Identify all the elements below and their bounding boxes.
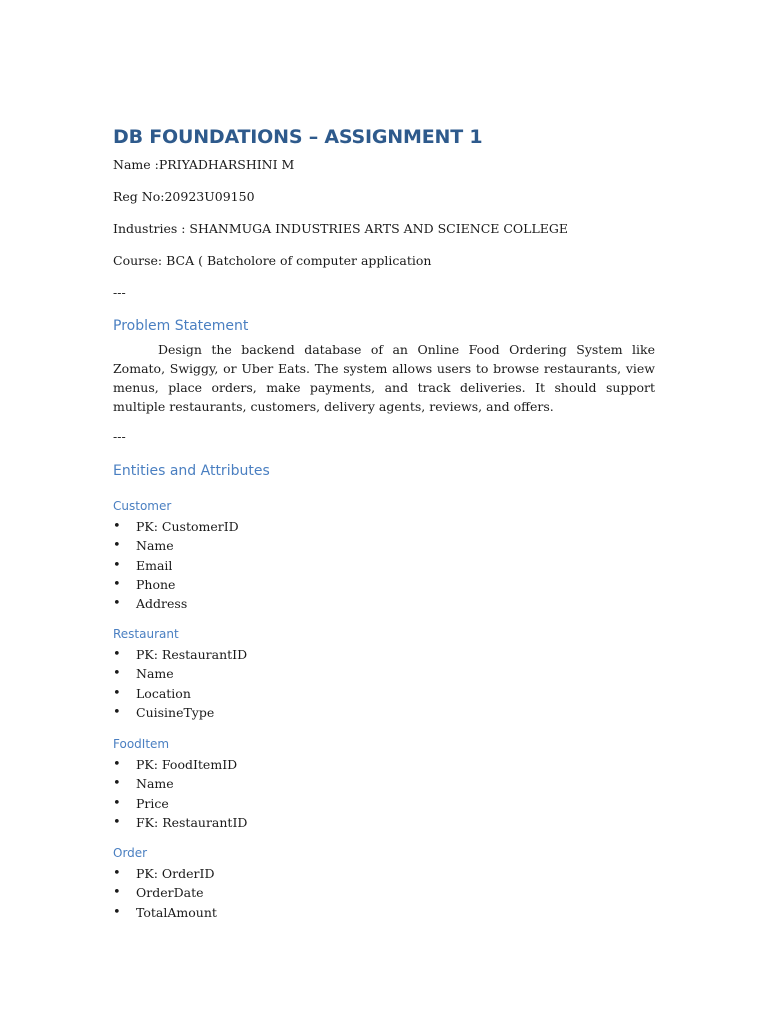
bullet-icon: • [113,885,121,901]
bullet-icon: • [113,776,121,792]
bullet-icon: • [113,647,121,662]
course-line: Course: BCA ( Batcholore of computer application [113,253,432,268]
document-title: DB FOUNDATIONS – ASSIGNMENT 1 [113,126,483,148]
bullet-icon: • [113,557,121,573]
list-item [113,594,239,613]
list-item [113,575,239,594]
attribute-text: PK: OrderID [136,866,215,881]
entity-heading-order: Order [113,846,148,860]
attribute-text: Name [136,776,174,792]
attribute-text: Price [136,795,169,811]
bullet-icon: • [113,519,121,534]
attribute-list-order [113,864,217,922]
bullet-icon: • [113,596,121,612]
student-name: Name :PRIYADHARSHINI M [113,157,295,172]
entity-heading-customer: Customer [113,499,172,513]
attribute-text: PK: RestaurantID [136,647,248,662]
bullet-icon: • [113,795,121,811]
attribute-text: Address [136,596,188,612]
entities-heading: Entities and Attributes [113,463,270,479]
separator: --- [113,429,126,444]
attribute-text: TotalAmount [136,904,217,920]
bullet-icon: • [113,704,121,720]
bullet-icon: • [113,757,121,772]
list-item [113,903,217,922]
attribute-text: Name [136,666,174,682]
bullet-icon: • [113,576,121,592]
list-item [113,755,247,774]
list-item [113,684,247,703]
attribute-text: FK: RestaurantID [136,814,248,830]
attribute-text: Name [136,538,174,554]
attribute-text: Location [136,685,191,701]
attribute-text: PK: CustomerID [136,519,239,534]
attribute-list-fooditem [113,755,247,832]
entity-heading-restaurant: Restaurant [113,627,179,641]
attribute-text: PK: FoodItemID [136,757,238,772]
attribute-list-customer [113,517,239,613]
bullet-icon: • [113,538,121,554]
bullet-icon: • [113,814,121,830]
attribute-text: Phone [136,576,176,592]
list-item [113,864,217,883]
list-item [113,813,247,832]
list-item [113,536,239,555]
industries-line: Industries : SHANMUGA INDUSTRIES ARTS AND SCIENCE COLLEGE [113,221,569,236]
list-item [113,556,239,575]
list-item [113,883,217,902]
separator: --- [113,285,126,300]
bullet-icon: • [113,866,121,881]
list-item [113,645,247,664]
attribute-text: Email [136,557,173,573]
bullet-icon: • [113,666,121,682]
attribute-list-restaurant [113,645,247,722]
attribute-text: OrderDate [136,885,204,901]
entity-heading-fooditem: FoodItem [113,737,170,751]
problem-statement-heading: Problem Statement [113,318,249,334]
bullet-icon: • [113,904,121,920]
list-item [113,794,247,813]
bullet-icon: • [113,685,121,701]
list-item [113,703,247,722]
list-item [113,517,239,536]
registration-number: Reg No:20923U09150 [113,189,255,204]
attribute-text: CuisineType [136,704,215,720]
problem-statement-text: Design the backend database of an Online Food Ordering System like Zomato, Swiggy, or Uber Eats. The system allows users to browse restaurants, view menus, place orders, make payments, and track deliveries. It should support multiple restaurants, customers, delivery agents, reviews, and offers. [113,342,655,414]
list-item [113,774,247,793]
list-item [113,664,247,683]
